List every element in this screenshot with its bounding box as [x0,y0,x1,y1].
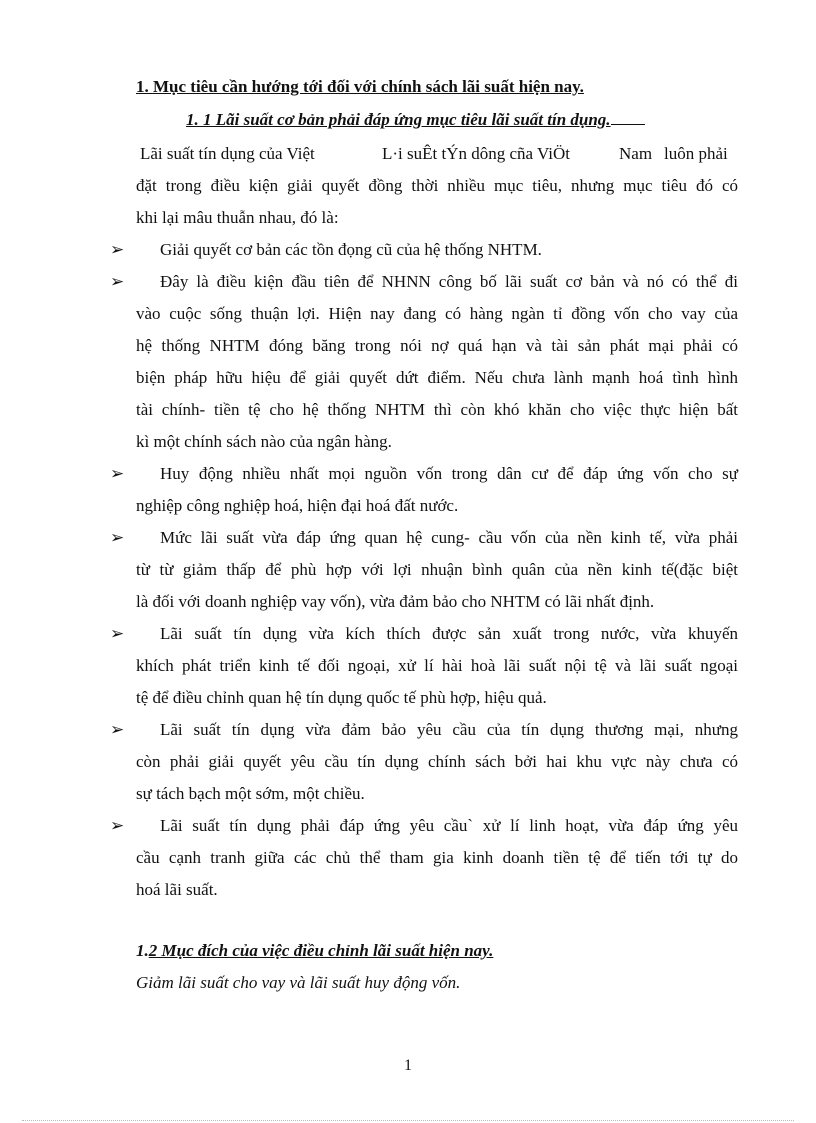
bullet-4-line-1: Mức lãi suất vừa đáp ứng quan hệ cung- cầu vốn của nền kinh tế, vừa phải [160,528,738,547]
intro-line-1a: Lãi suất tín dụng của Việt [140,144,315,163]
bullet-7-line-2: cầu cạnh tranh giữa các chủ thể tham gia kinh doanh tiền tệ để tiến tới tự do [136,848,738,867]
intro-line-1c: Nam [619,144,653,163]
heading-section-1-2 [136,940,493,962]
heading-section-1-1 [186,109,645,131]
bullet-arrow-icon: ➢ [110,720,125,739]
bullet-arrow-icon: ➢ [110,816,125,835]
bullet-3-line-2: nghiệp công nghiệp hoá, hiện đại hoá đất nước. [136,496,459,515]
intro-line-1b-garbled: L·i suÊt tÝn dông cña ViÖt [382,144,571,163]
bullet-4-line-3: là đối với doanh nghiệp vay vốn), vừa đảm bảo cho NHTM có lãi nhất định. [136,592,655,611]
intro-line-2: đặt trong điều kiện giải quyết đồng thời nhiều mục tiêu, nhưng mục tiêu đó có [136,176,738,195]
bullet-2-line-5: tài chính- tiền tệ cho hệ thống NHTM thì còn khó khăn cho việc thực hiện bất [136,400,738,419]
bullet-arrow-icon: ➢ [110,272,125,291]
page-number: 1 [404,1057,412,1074]
bullet-arrow-icon: ➢ [110,624,125,643]
intro-line-1d: luôn phải [664,144,728,163]
bullet-6-line-3: sự tách bạch một sớm, một chiều. [136,784,365,803]
bullet-7-line-1: Lãi suất tín dụng phải đáp ứng yêu cầu` xử lí linh hoạt, vừa đáp ứng yêu [160,816,738,835]
bullet-arrow-icon: ➢ [110,528,125,547]
heading-section-1-2-text: 2 Mục đích của việc điều chỉnh lãi suất hiện nay. [148,941,494,960]
bullet-5-line-1: Lãi suất tín dụng vừa kích thích được sản xuất trong nước, vừa khuyến [160,624,738,643]
heading-section-1-2-prefix: 1. [136,941,149,960]
bullet-6-line-2: còn phải giải quyết yêu cầu tín dụng chính sách bởi hai khu vực này chưa có [136,752,738,771]
heading-section-1-1-text: 1. 1 Lãi suất cơ bản phải đáp ứng mục tiêu lãi suất tín dụng. [186,110,611,129]
intro-line-3: khi lại mâu thuẫn nhau, đó là: [136,208,339,227]
bullet-2-line-4: biện pháp hữu hiệu để giải quyết dứt điểm. Nếu chưa lành mạnh hoá tình hình [136,368,738,387]
bullet-6-line-1: Lãi suất tín dụng vừa đảm bảo yêu cầu của tín dụng thương mại, nhưng [160,720,738,739]
bullet-2-line-1: Đây là điều kiện đầu tiên để NHNN công bố lãi suất cơ bản và nó có thể đi [160,272,738,291]
bullet-arrow-icon: ➢ [110,240,125,259]
bullet-2-line-3: hệ thống NHTM đóng băng trong nói nợ quá hạn và tài sản phát mại phải có [136,336,738,355]
bullet-2-line-6: kì một chính sách nào của ngân hàng. [136,432,392,451]
bullet-7-line-3: hoá lãi suất. [136,880,218,899]
heading-underline-tail [611,110,645,125]
bullet-2-line-2: vào cuộc sống thuận lợi. Hiện nay đang có hàng ngàn tỉ đồng vốn cho vay của [136,304,738,323]
bullet-arrow-icon: ➢ [110,464,125,483]
bullet-5-line-3: tệ để điều chỉnh quan hệ tín dụng quốc tế phù hợp, hiệu quả. [136,688,547,707]
bullet-1-line-1: Giải quyết cơ bản các tồn đọng cũ của hệ thống NHTM. [160,240,542,259]
bullet-4-line-2: từ từ giảm thấp để phù hợp với lợi nhuận bình quân của nền kinh tế(đặc biệt [136,560,738,579]
page-bottom-divider [22,1120,794,1121]
bullet-5-line-2: khích phát triển kinh tế đối ngoại, xử lí hài hoà lãi suất nội tệ và lãi suất ngoại [136,656,738,675]
bullet-3-line-1: Huy động nhiều nhất mọi nguồn vốn trong dân cư để đáp ứng vốn cho sự [160,464,738,483]
heading-main: 1. Mục tiêu cần hướng tới đối với chính sách lãi suất hiện nay. [136,77,584,96]
closing-italic-line: Giảm lãi suất cho vay và lãi suất huy động vốn. [136,973,461,992]
